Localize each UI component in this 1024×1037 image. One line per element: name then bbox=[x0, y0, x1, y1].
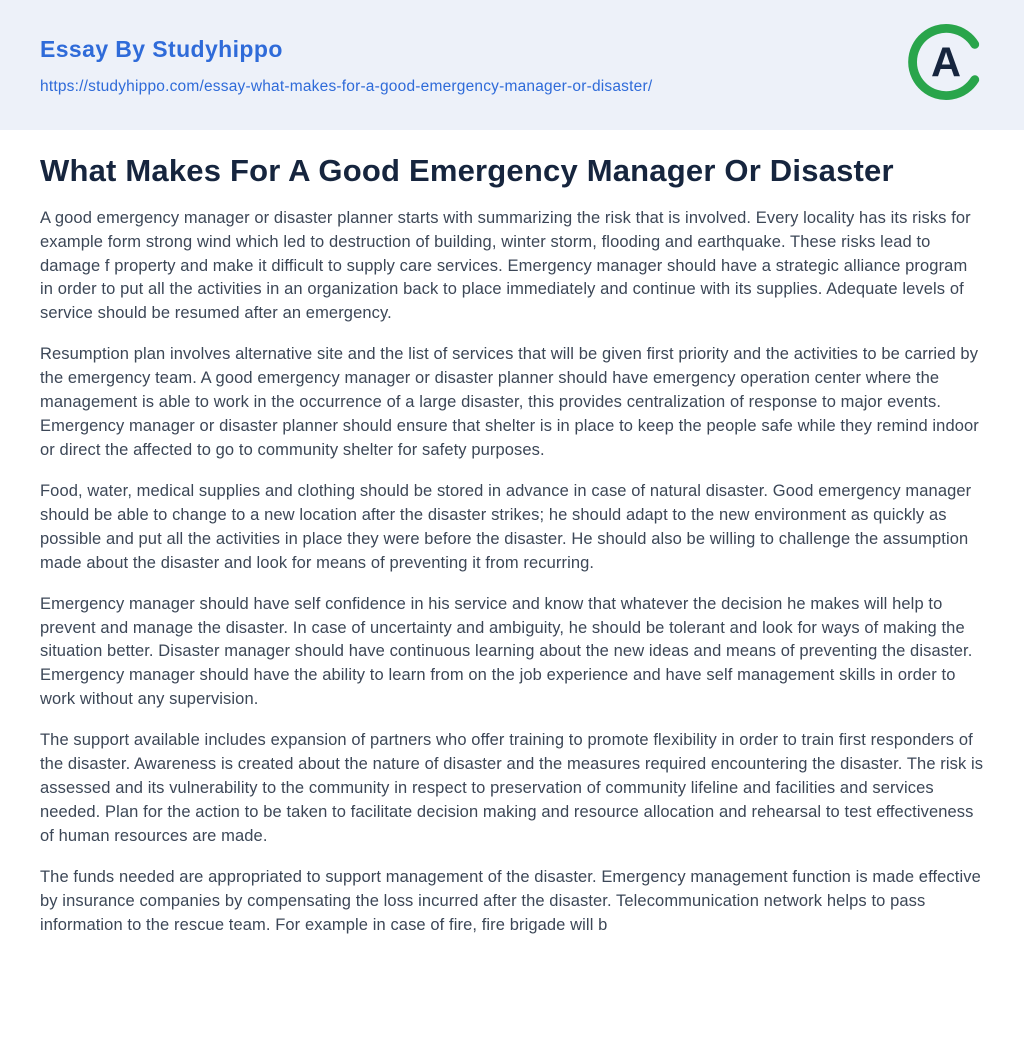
article-paragraph: Emergency manager should have self confidence in his service and know that whatever the decision he makes will help to prevent and manage the disaster. In case of uncertainty and ambiguity, he should be tolerant and look for ways of making the situation better. Disaster manager should have continuous learning about the new ideas and means of preventing the disaster. Emergency manager should have the ability to learn from on the job experience and have self management skills in order to work without any supervision. bbox=[40, 594, 973, 709]
logo-letter: A bbox=[930, 38, 962, 86]
site-title: Essay By Studyhippo bbox=[40, 36, 283, 62]
essay-url-link[interactable]: https://studyhippo.com/essay-what-makes-for-a-good-emergency-manager-or-disaster/ bbox=[40, 78, 653, 95]
header-text-block bbox=[40, 36, 652, 96]
article-paragraph: Food, water, medical supplies and clothing should be stored in advance in case of natural disaster. Good emergency manager should be able to change to a new location after the disaster strikes; he should adapt to the new environment as quickly as possible and put all the activities in place they were before the disaster. He should also be willing to challenge the assumption made about the disaster and look for means of preventing it from recurring. bbox=[40, 481, 972, 572]
article-body bbox=[40, 207, 984, 938]
article-paragraph: The support available includes expansion of partners who offer training to promote flexibility in order to train first responders of the disaster. Awareness is created about the nature of disaster and the measures required encountering the disaster. The risk is assessed and its vulnerability to the community in respect to preservation of community lifeline and facilities and services needed. Plan for the action to be taken to facilitate decision making and resource allocation and rehearsal to test effectiveness of human resources are made. bbox=[40, 731, 984, 845]
site-header bbox=[0, 0, 1024, 130]
article-paragraph: Resumption plan involves alternative site and the list of services that will be given first priority and the activities to be carried by the emergency team. A good emergency manager or disaster planner should have emergency operation center where the management is able to work in the occurrence of a large disaster, this provides centralization of response to major events. Emergency manager or disaster planner should ensure that shelter is in place to keep the people safe while they remind indoor or direct the affected to go to community shelter for safety purposes. bbox=[40, 345, 979, 460]
studyhippo-logo-icon bbox=[906, 22, 986, 102]
essay-title: What Makes For A Good Emergency Manager Or Disaster bbox=[40, 153, 894, 188]
article-paragraph: A good emergency manager or disaster planner starts with summarizing the risk that is involved. Every locality has its risks for example form strong wind which led to destruction of building, winter storm, flooding and earthquake. These risks lead to damage f property and make it difficult to supply care services. Emergency manager should have a strategic alliance program in order to put all the activities in an organization back to place immediately and continue with its supplies. Adequate levels of service should be resumed after an emergency. bbox=[40, 208, 971, 323]
article-paragraph: The funds needed are appropriated to support management of the disaster. Emergency management function is made effective by insurance companies by compensating the loss incurred after the disaster. Telecommunication network helps to pass information to the rescue team. For example in case of fire, fire brigade will b bbox=[40, 867, 981, 934]
essay-content bbox=[0, 130, 1024, 938]
